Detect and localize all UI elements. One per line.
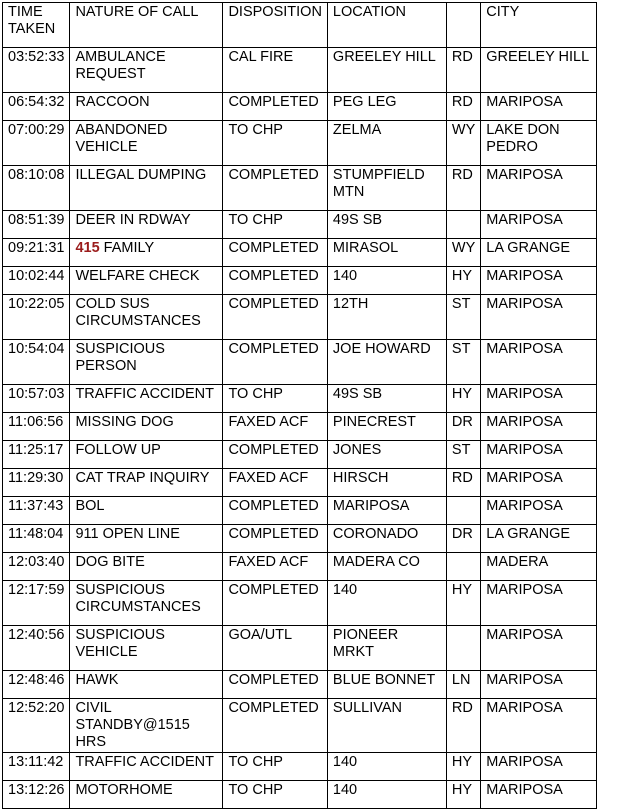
cell-time: 12:17:59 bbox=[3, 581, 70, 626]
cell-disposition: TO CHP bbox=[223, 781, 327, 809]
cell-city: MARIPOSA bbox=[481, 781, 597, 809]
cell-nature: DOG BITE bbox=[70, 553, 223, 581]
cell-disposition: COMPLETED bbox=[223, 671, 327, 699]
cell-time: 09:21:31 bbox=[3, 239, 70, 267]
cell-time: 12:52:20 bbox=[3, 699, 70, 753]
call-log-body bbox=[3, 3, 597, 809]
cell-suffix: DR bbox=[446, 525, 480, 553]
table-row bbox=[3, 340, 597, 385]
cell-disposition: FAXED ACF bbox=[223, 413, 327, 441]
cell-city: MADERA bbox=[481, 553, 597, 581]
cell-location: 140 bbox=[327, 781, 446, 809]
table-row bbox=[3, 553, 597, 581]
cell-location: 140 bbox=[327, 581, 446, 626]
cell-suffix bbox=[446, 211, 480, 239]
cell-suffix: LN bbox=[446, 671, 480, 699]
cell-location: MADERA CO bbox=[327, 553, 446, 581]
cell-city: MARIPOSA bbox=[481, 671, 597, 699]
cell-city: GREELEY HILL bbox=[481, 48, 597, 93]
cell-city: MARIPOSA bbox=[481, 295, 597, 340]
header-time: TIME TAKEN bbox=[3, 3, 70, 48]
cell-suffix: DR bbox=[446, 413, 480, 441]
cell-city: MARIPOSA bbox=[481, 267, 597, 295]
table-row bbox=[3, 525, 597, 553]
cell-location: MIRASOL bbox=[327, 239, 446, 267]
cell-location: HIRSCH bbox=[327, 469, 446, 497]
cell-nature: ILLEGAL DUMPING bbox=[70, 166, 223, 211]
cell-city: MARIPOSA bbox=[481, 581, 597, 626]
table-row bbox=[3, 385, 597, 413]
cell-suffix: ST bbox=[446, 441, 480, 469]
cell-city: MARIPOSA bbox=[481, 497, 597, 525]
cell-city: MARIPOSA bbox=[481, 699, 597, 753]
table-row bbox=[3, 581, 597, 626]
cell-disposition: COMPLETED bbox=[223, 295, 327, 340]
table-row bbox=[3, 413, 597, 441]
cell-nature: ABANDONED VEHICLE bbox=[70, 121, 223, 166]
header-location: LOCATION bbox=[327, 3, 446, 48]
cell-nature: SUSPICIOUS CIRCUMSTANCES bbox=[70, 581, 223, 626]
cell-suffix: RD bbox=[446, 93, 480, 121]
header-suffix bbox=[446, 3, 480, 48]
table-row bbox=[3, 166, 597, 211]
cell-city: MARIPOSA bbox=[481, 340, 597, 385]
cell-suffix: ST bbox=[446, 340, 480, 385]
header-nature: NATURE OF CALL bbox=[70, 3, 223, 48]
cell-disposition: TO CHP bbox=[223, 385, 327, 413]
cell-city: MARIPOSA bbox=[481, 626, 597, 671]
cell-disposition: COMPLETED bbox=[223, 441, 327, 469]
cell-location: 49S SB bbox=[327, 211, 446, 239]
cell-city: MARIPOSA bbox=[481, 441, 597, 469]
header-row bbox=[3, 3, 597, 48]
cell-disposition: COMPLETED bbox=[223, 525, 327, 553]
cell-suffix: HY bbox=[446, 267, 480, 295]
table-row bbox=[3, 753, 597, 781]
cell-disposition: COMPLETED bbox=[223, 267, 327, 295]
cell-location: GREELEY HILL bbox=[327, 48, 446, 93]
cell-suffix: RD bbox=[446, 166, 480, 211]
cell-suffix bbox=[446, 497, 480, 525]
cell-city: LA GRANGE bbox=[481, 525, 597, 553]
cell-disposition: COMPLETED bbox=[223, 166, 327, 211]
cell-disposition: COMPLETED bbox=[223, 581, 327, 626]
table-row bbox=[3, 48, 597, 93]
table-row bbox=[3, 671, 597, 699]
table-row bbox=[3, 469, 597, 497]
cell-time: 08:10:08 bbox=[3, 166, 70, 211]
cell-nature: COLD SUS CIRCUMSTANCES bbox=[70, 295, 223, 340]
cell-location: ZELMA bbox=[327, 121, 446, 166]
cell-disposition: COMPLETED bbox=[223, 699, 327, 753]
cell-suffix bbox=[446, 553, 480, 581]
cell-time: 11:37:43 bbox=[3, 497, 70, 525]
cell-nature: BOL bbox=[70, 497, 223, 525]
cell-suffix: WY bbox=[446, 239, 480, 267]
cell-suffix: ST bbox=[446, 295, 480, 340]
cell-disposition: COMPLETED bbox=[223, 497, 327, 525]
cell-time: 11:48:04 bbox=[3, 525, 70, 553]
cell-disposition: COMPLETED bbox=[223, 239, 327, 267]
cell-time: 13:12:26 bbox=[3, 781, 70, 809]
cell-time: 11:06:56 bbox=[3, 413, 70, 441]
cell-time: 10:57:03 bbox=[3, 385, 70, 413]
cell-suffix: HY bbox=[446, 385, 480, 413]
cell-time: 08:51:39 bbox=[3, 211, 70, 239]
cell-city: MARIPOSA bbox=[481, 385, 597, 413]
cell-disposition: FAXED ACF bbox=[223, 553, 327, 581]
table-row bbox=[3, 781, 597, 809]
cell-city: MARIPOSA bbox=[481, 753, 597, 781]
cell-time: 11:29:30 bbox=[3, 469, 70, 497]
cell-location: 140 bbox=[327, 753, 446, 781]
table-row bbox=[3, 267, 597, 295]
cell-location: 49S SB bbox=[327, 385, 446, 413]
cell-suffix: HY bbox=[446, 753, 480, 781]
nature-text: FAMILY bbox=[99, 240, 155, 256]
table-row bbox=[3, 699, 597, 753]
header-city: CITY bbox=[481, 3, 597, 48]
table-row bbox=[3, 121, 597, 166]
cell-suffix: HY bbox=[446, 781, 480, 809]
cell-location: JOE HOWARD bbox=[327, 340, 446, 385]
cell-nature: TRAFFIC ACCIDENT bbox=[70, 385, 223, 413]
cell-time: 10:22:05 bbox=[3, 295, 70, 340]
cell-time: 10:02:44 bbox=[3, 267, 70, 295]
cell-city: MARIPOSA bbox=[481, 211, 597, 239]
cell-nature: HAWK bbox=[70, 671, 223, 699]
cell-nature bbox=[70, 239, 223, 267]
table-row bbox=[3, 626, 597, 671]
cell-time: 07:00:29 bbox=[3, 121, 70, 166]
cell-nature: RACCOON bbox=[70, 93, 223, 121]
cell-location: SULLIVAN bbox=[327, 699, 446, 753]
cell-disposition: COMPLETED bbox=[223, 93, 327, 121]
table-row bbox=[3, 497, 597, 525]
cell-location: CORONADO bbox=[327, 525, 446, 553]
cell-disposition: GOA/UTL bbox=[223, 626, 327, 671]
cell-suffix: HY bbox=[446, 581, 480, 626]
cell-city: LA GRANGE bbox=[481, 239, 597, 267]
cell-location: MARIPOSA bbox=[327, 497, 446, 525]
cell-time: 13:11:42 bbox=[3, 753, 70, 781]
cell-nature: WELFARE CHECK bbox=[70, 267, 223, 295]
cell-time: 03:52:33 bbox=[3, 48, 70, 93]
cell-time: 12:48:46 bbox=[3, 671, 70, 699]
cell-location: PEG LEG bbox=[327, 93, 446, 121]
cell-city: MARIPOSA bbox=[481, 469, 597, 497]
cell-nature: DEER IN RDWAY bbox=[70, 211, 223, 239]
call-log-table bbox=[2, 2, 597, 809]
cell-nature: TRAFFIC ACCIDENT bbox=[70, 753, 223, 781]
cell-location: JONES bbox=[327, 441, 446, 469]
cell-disposition: TO CHP bbox=[223, 121, 327, 166]
cell-time: 11:25:17 bbox=[3, 441, 70, 469]
cell-time: 10:54:04 bbox=[3, 340, 70, 385]
cell-suffix: RD bbox=[446, 469, 480, 497]
cell-nature: CAT TRAP INQUIRY bbox=[70, 469, 223, 497]
header-disposition: DISPOSITION bbox=[223, 3, 327, 48]
cell-suffix: RD bbox=[446, 48, 480, 93]
cell-nature: SUSPICIOUS VEHICLE bbox=[70, 626, 223, 671]
cell-nature: 911 OPEN LINE bbox=[70, 525, 223, 553]
cell-nature: MOTORHOME bbox=[70, 781, 223, 809]
cell-disposition: CAL FIRE bbox=[223, 48, 327, 93]
cell-disposition: TO CHP bbox=[223, 753, 327, 781]
cell-location: 140 bbox=[327, 267, 446, 295]
cell-suffix: WY bbox=[446, 121, 480, 166]
cell-nature: FOLLOW UP bbox=[70, 441, 223, 469]
cell-nature: SUSPICIOUS PERSON bbox=[70, 340, 223, 385]
cell-city: MARIPOSA bbox=[481, 166, 597, 211]
cell-time: 12:03:40 bbox=[3, 553, 70, 581]
cell-suffix bbox=[446, 626, 480, 671]
cell-nature: MISSING DOG bbox=[70, 413, 223, 441]
call-code: 415 bbox=[75, 240, 100, 256]
cell-nature: AMBULANCE REQUEST bbox=[70, 48, 223, 93]
table-row bbox=[3, 211, 597, 239]
table-row bbox=[3, 239, 597, 267]
cell-location: 12TH bbox=[327, 295, 446, 340]
table-row bbox=[3, 441, 597, 469]
cell-suffix: RD bbox=[446, 699, 480, 753]
cell-city: MARIPOSA bbox=[481, 413, 597, 441]
cell-location: PINECREST bbox=[327, 413, 446, 441]
cell-city: LAKE DON PEDRO bbox=[481, 121, 597, 166]
cell-disposition: TO CHP bbox=[223, 211, 327, 239]
cell-location: STUMPFIELD MTN bbox=[327, 166, 446, 211]
table-row bbox=[3, 93, 597, 121]
cell-location: PIONEER MRKT bbox=[327, 626, 446, 671]
cell-disposition: FAXED ACF bbox=[223, 469, 327, 497]
cell-time: 12:40:56 bbox=[3, 626, 70, 671]
table-row bbox=[3, 295, 597, 340]
cell-location: BLUE BONNET bbox=[327, 671, 446, 699]
cell-disposition: COMPLETED bbox=[223, 340, 327, 385]
cell-nature: CIVIL STANDBY@1515 HRS bbox=[70, 699, 223, 753]
cell-time: 06:54:32 bbox=[3, 93, 70, 121]
cell-city: MARIPOSA bbox=[481, 93, 597, 121]
